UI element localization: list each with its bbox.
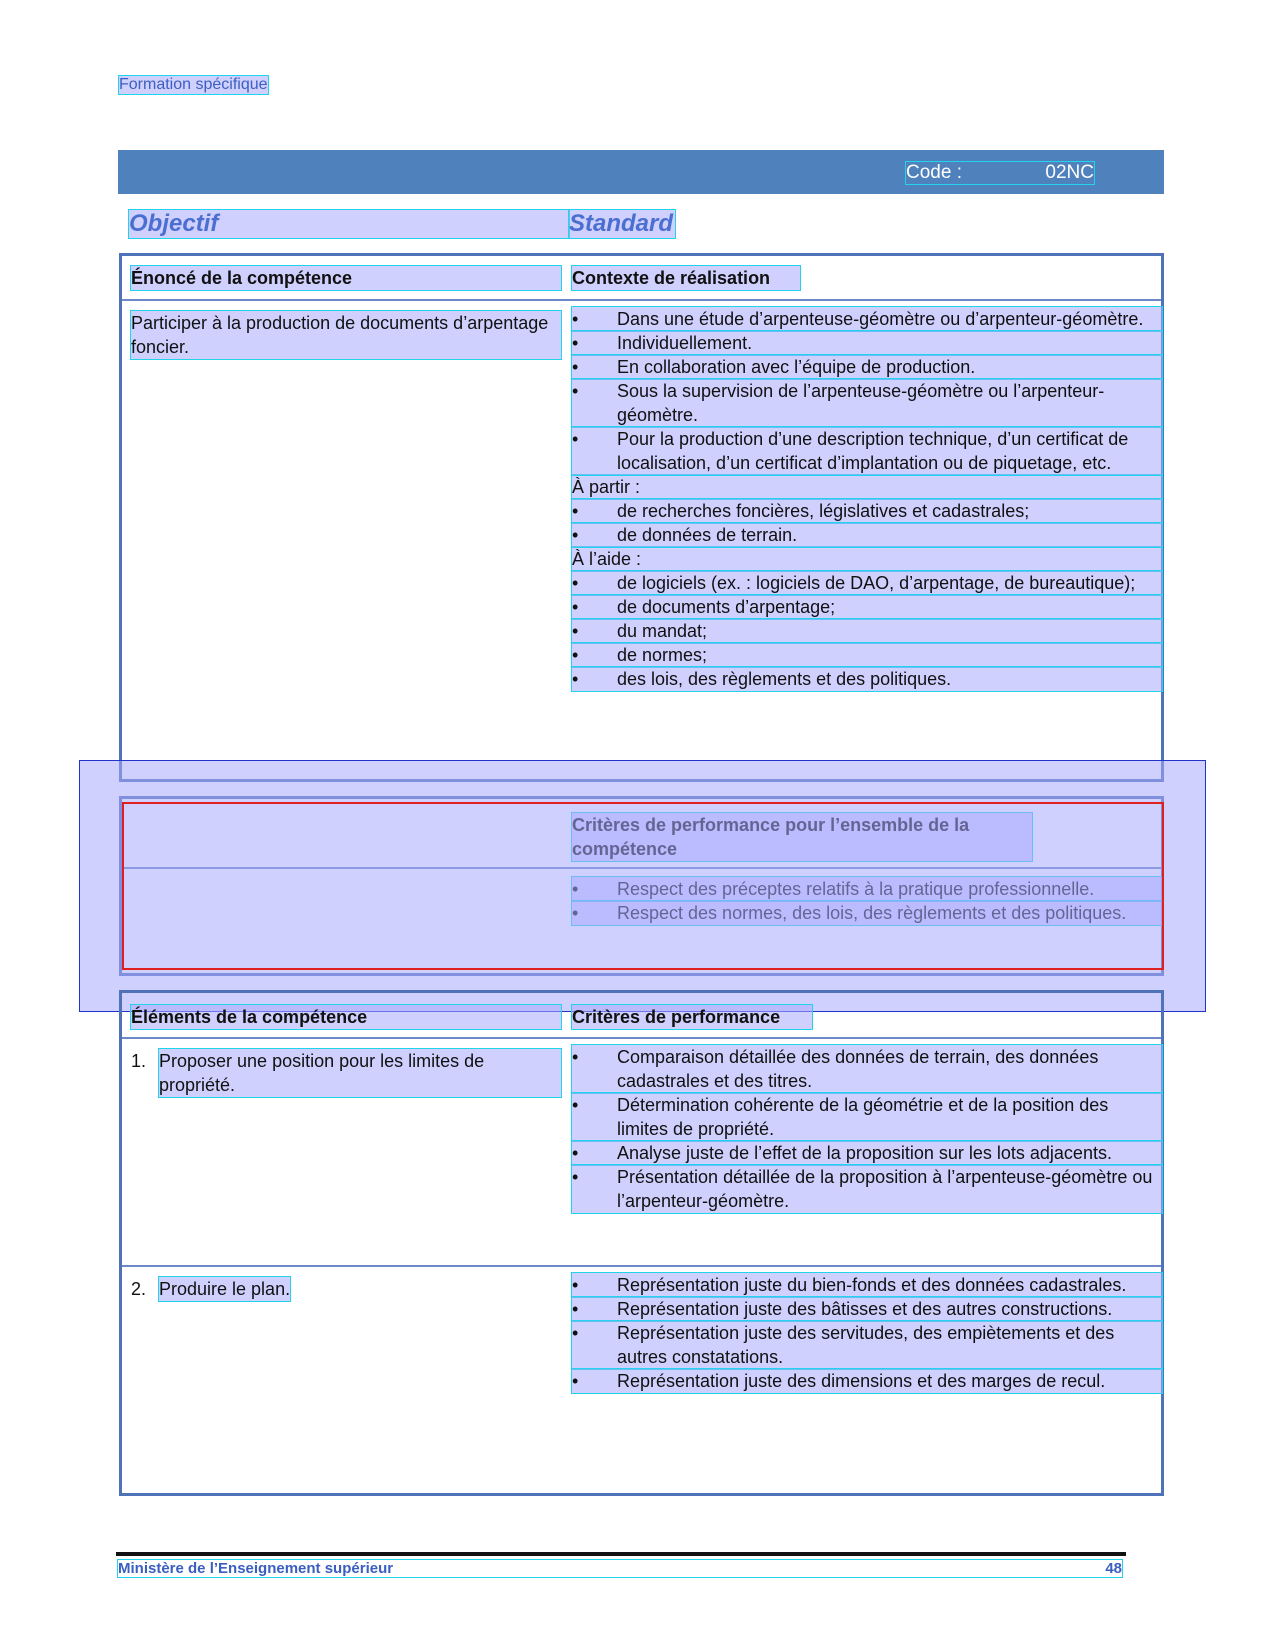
element-text: Proposer une position pour les limites de propriété.	[159, 1049, 561, 1097]
list-item: • Représentation juste des bâtisses et des autres constructions.	[572, 1297, 1162, 1321]
table-row	[122, 301, 1161, 779]
competency-elements-table	[119, 990, 1164, 1496]
element-2	[131, 1277, 561, 1301]
list-item: • des lois, des règlements et des politiques.	[572, 667, 1162, 691]
list-item: • Analyse juste de l’effet de la proposition sur les lots adjacents.	[572, 1141, 1162, 1165]
list-item: • Représentation juste des servitudes, des empiètements et des autres constatations.	[572, 1321, 1162, 1369]
footer-ministry: Ministère de l’Enseignement supérieur	[118, 1560, 394, 1577]
selection-outline	[122, 802, 1164, 970]
element-2-criteria	[572, 1273, 1162, 1393]
element-1-criteria	[572, 1045, 1162, 1213]
table-header-row	[122, 256, 1161, 301]
list-item: • du mandat;	[572, 619, 1162, 643]
list-item: • de données de terrain.	[572, 523, 1162, 547]
code-value: 02NC	[1045, 162, 1094, 183]
page-number: 48	[1105, 1560, 1122, 1577]
section-standard-heading: Standard	[569, 210, 674, 237]
col-header-elements: Éléments de la compétence	[131, 1005, 561, 1029]
list-item: • Présentation détaillée de la proposition à l’arpenteuse-géomètre ou l’arpenteur-géomètre.	[572, 1165, 1162, 1213]
element-1	[131, 1049, 561, 1097]
list-item: • Représentation juste du bien-fonds et des données cadastrales.	[572, 1273, 1162, 1297]
list-item: • Sous la supervision de l’arpenteuse-géomètre ou l’arpenteur-géomètre.	[572, 379, 1162, 427]
col-header-performance-criteria: Critères de performance	[572, 1005, 812, 1029]
context-list	[572, 307, 1162, 691]
list-item: • Individuellement.	[572, 331, 1162, 355]
page-footer	[118, 1560, 1122, 1577]
list-item: • de logiciels (ex. : logiciels de DAO, d’arpentage, de bureautique);	[572, 571, 1162, 595]
list-item: • de recherches foncières, législatives et cadastrales;	[572, 499, 1162, 523]
list-item: • Comparaison détaillée des données de terrain, des données cadastrales et des titres.	[572, 1045, 1162, 1093]
table-row	[122, 1039, 1161, 1267]
list-item: • En collaboration avec l’équipe de production.	[572, 355, 1162, 379]
competency-statement-table	[119, 253, 1164, 782]
list-item: • de normes;	[572, 643, 1162, 667]
competency-statement-text: Participer à la production de documents d’arpentage foncier.	[131, 311, 561, 359]
footer-rule	[116, 1552, 1126, 1556]
list-item: • Représentation juste des dimensions et des marges de recul.	[572, 1369, 1162, 1393]
program-code	[906, 162, 1094, 184]
list-item: • Dans une étude d’arpenteuse-géomètre ou d’arpenteur-géomètre.	[572, 307, 1162, 331]
section-objectif-heading: Objectif	[129, 210, 569, 238]
context-subheading: À partir :	[572, 475, 1162, 499]
element-number: 2.	[131, 1279, 147, 1299]
element-number: 1.	[131, 1051, 147, 1071]
col-header-competency-statement: Énoncé de la compétence	[131, 266, 561, 290]
context-subheading: À l’aide :	[572, 547, 1162, 571]
list-item: • Pour la production d’une description technique, d’un certificat de localisation, d’un certificat d’implantation ou de piquetage, etc.	[572, 427, 1162, 475]
table-header-row	[122, 993, 1161, 1039]
list-item: • de documents d’arpentage;	[572, 595, 1162, 619]
element-text: Produire le plan.	[159, 1279, 291, 1299]
document-header-label: Formation spécifique	[119, 76, 268, 93]
list-item: • Détermination cohérente de la géométrie et de la position des limites de propriété.	[572, 1093, 1162, 1141]
code-label: Code :	[906, 162, 962, 183]
col-header-context: Contexte de réalisation	[572, 266, 800, 290]
table-row	[122, 1267, 1161, 1493]
